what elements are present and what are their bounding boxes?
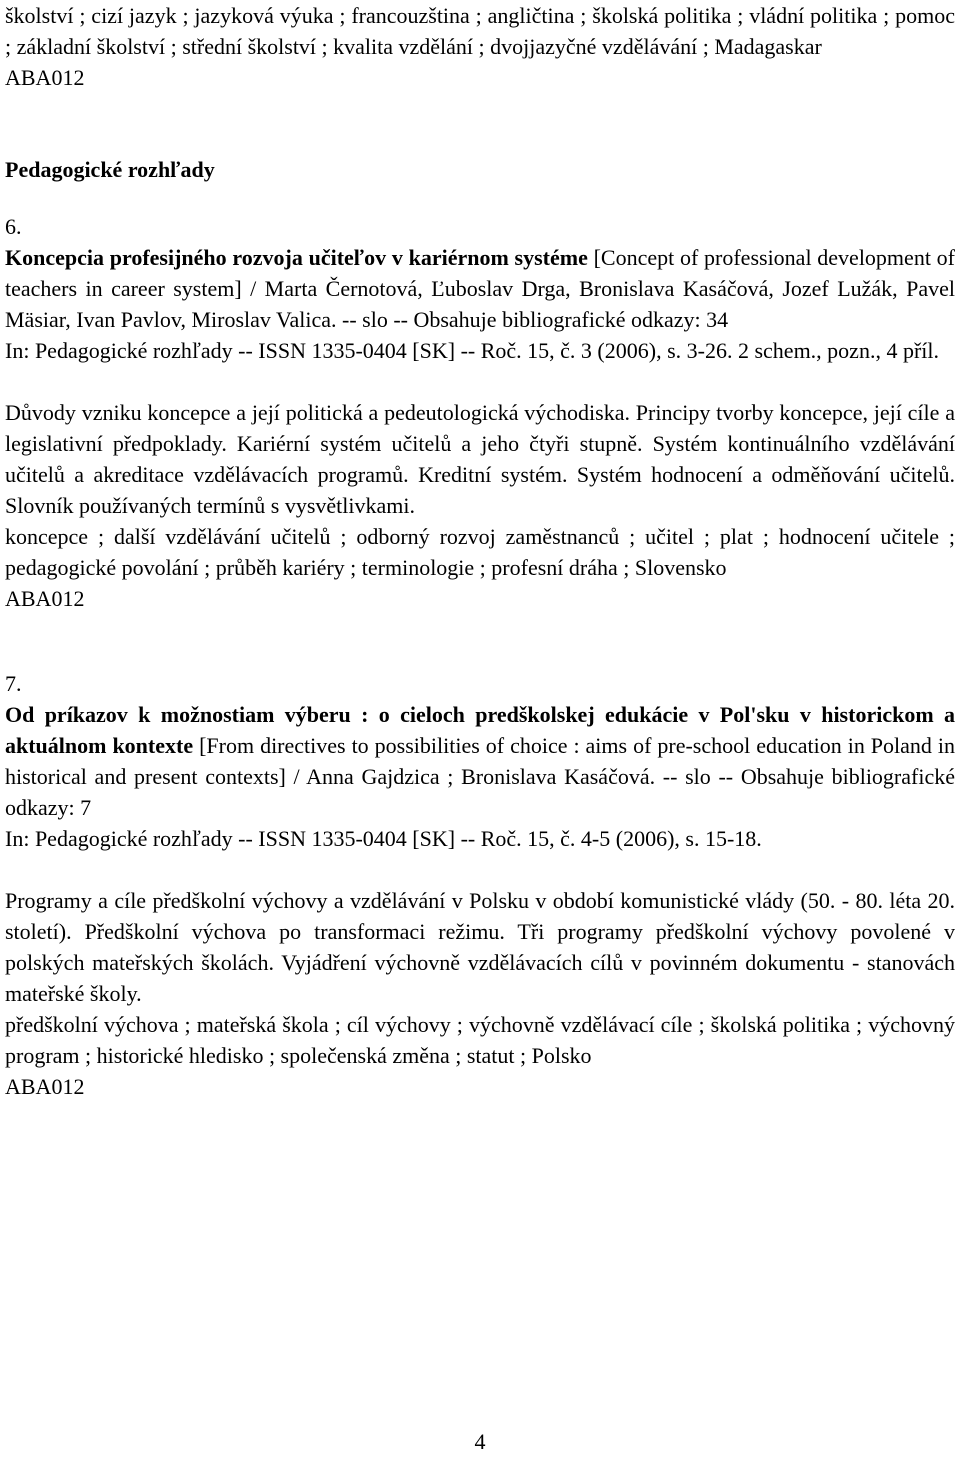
entry-sigla: ABA012 [5,1074,85,1099]
bibliographic-entry [5,211,955,614]
entry-abstract: Programy a cíle předškolní výchovy a vzdělávání v Polsku v období komunistické vlády (50. - 80. léta 20. století). Předškolní výchova po transformaci režimu. Tři programy předškolní výchovy povolené v polských mateřských školách. Vyjádření výchovně vzdělávacích cílů v povinném dokumentu - stanovách mateřské školy. [5,888,955,1006]
entry-source: In: Pedagogické rozhľady -- ISSN 1335-0404 [SK] -- Roč. 15, č. 4-5 (2006), s. 15-18. [5,826,762,851]
bibliographic-entry [5,668,955,1102]
entry-citation [5,699,955,823]
entry-title: Od príkazov k možnostiam výberu : o cieloch predškolskej edukácie v Pol'sku v historickom a aktuálnom kontexte [5,702,955,758]
entry-number: 6. [5,214,22,239]
entry-sigla: ABA012 [5,586,85,611]
entry-number: 7. [5,671,22,696]
intro-sigla: ABA012 [5,65,85,90]
journal-heading: Pedagogické rozhľady [5,157,215,182]
entry-title: Koncepcia profesijného rozvoja učiteľov v kariérnom systéme [5,245,588,270]
entry-details: [From directives to possibilities of choice : aims of pre-school education in Poland in historical and present contexts] / Anna Gajdzica ; Bronislava Kasáčová. -- slo -- Obsahuje bibliografické odkazy: 7 [5,733,956,820]
entry-keywords: koncepce ; další vzdělávání učitelů ; odborný rozvoj zaměstnanců ; učitel ; plat ; hodnocení učitele ; pedagogické povolání ; průběh kariéry ; terminologie ; profesní dráha ; Slovensko [5,524,955,580]
entry-citation [5,242,955,335]
entry-keywords: předškolní výchova ; mateřská škola ; cíl výchovy ; výchovně vzdělávací cíle ; školská politika ; výchovný program ; historické hledisko ; společenská změna ; statut ; Polsko [5,1012,955,1068]
document-page [5,0,955,1102]
page-number: 4 [474,1429,486,1454]
entry-details: [Concept of professional development of teachers in career system] / Marta Černotová, Ľuboslav Drga, Bronislava Kasáčová, Jozef Lužák, Pavel Mäsiar, Ivan Pavlov, Miroslav Valica. -- slo -- Obsahuje bibliografické odkazy: 34 [5,245,955,332]
entry-source: In: Pedagogické rozhľady -- ISSN 1335-0404 [SK] -- Roč. 15, č. 3 (2006), s. 3-26. 2 schem., pozn., 4 příl. [5,338,939,363]
intro-keywords: školství ; cizí jazyk ; jazyková výuka ; francouzština ; angličtina ; školská politika ; vládní politika ; pomoc ; základní školství ; střední školství ; kvalita vzdělání ; dvojjazyčné vzdělávání ; Madagaskar [5,3,955,59]
entry-abstract: Důvody vzniku koncepce a její politická a pedeutologická východiska. Principy tvorby koncepce, její cíle a legislativní předpoklady. Kariérní systém učitelů a jeho čtyři stupně. Systém kontinuálního vzdělávání učitelů a akreditace vzdělávacích programů. Kreditní systém. Systém hodnocení a odměňování učitelů. Slovník používaných termínů s vysvětlivkami. [5,400,955,518]
